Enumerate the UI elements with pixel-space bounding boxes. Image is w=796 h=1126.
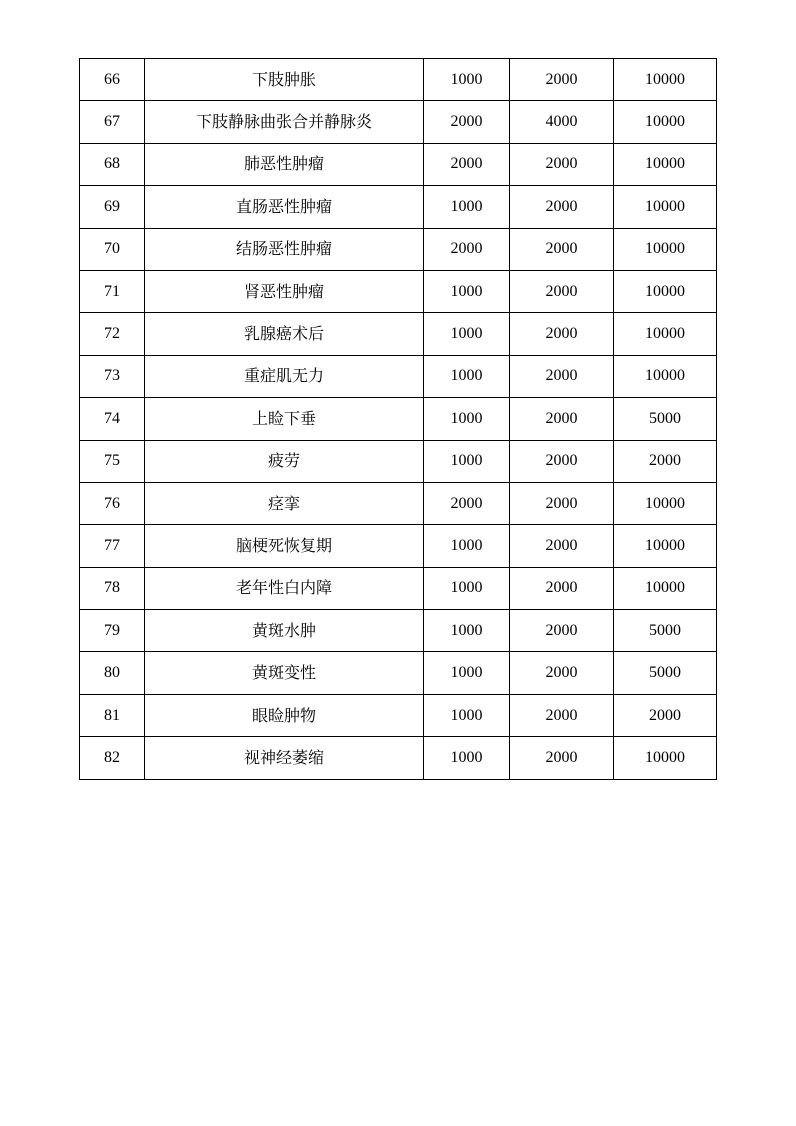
table-body: [80, 59, 717, 780]
amount-col-2: 2000: [510, 694, 614, 736]
amount-col-3: 5000: [614, 610, 717, 652]
amount-col-1: 1000: [424, 355, 510, 397]
row-number: 74: [80, 398, 145, 440]
amount-col-1: 1000: [424, 610, 510, 652]
disease-amount-table: [79, 58, 717, 780]
amount-col-2: 2000: [510, 398, 614, 440]
amount-col-3: 2000: [614, 694, 717, 736]
row-number: 82: [80, 737, 145, 779]
amount-col-2: 2000: [510, 186, 614, 228]
amount-col-2: 2000: [510, 610, 614, 652]
table-row: [80, 440, 717, 482]
amount-col-2: 2000: [510, 652, 614, 694]
amount-col-1: 2000: [424, 101, 510, 143]
amount-col-2: 2000: [510, 313, 614, 355]
table-row: [80, 398, 717, 440]
row-number: 70: [80, 228, 145, 270]
disease-name: 结肠恶性肿瘤: [145, 228, 424, 270]
amount-col-3: 5000: [614, 652, 717, 694]
amount-col-1: 1000: [424, 186, 510, 228]
amount-col-3: 10000: [614, 143, 717, 185]
row-number: 80: [80, 652, 145, 694]
table-row: [80, 737, 717, 779]
row-number: 67: [80, 101, 145, 143]
row-number: 75: [80, 440, 145, 482]
table-row: [80, 355, 717, 397]
table-row: [80, 567, 717, 609]
amount-col-3: 10000: [614, 482, 717, 524]
disease-name: 脑梗死恢复期: [145, 525, 424, 567]
amount-col-3: 10000: [614, 313, 717, 355]
amount-col-3: 5000: [614, 398, 717, 440]
amount-col-1: 1000: [424, 567, 510, 609]
amount-col-2: 2000: [510, 270, 614, 312]
row-number: 72: [80, 313, 145, 355]
table-row: [80, 694, 717, 736]
amount-col-1: 1000: [424, 398, 510, 440]
amount-col-1: 1000: [424, 440, 510, 482]
amount-col-3: 10000: [614, 270, 717, 312]
table-row: [80, 59, 717, 101]
amount-col-1: 1000: [424, 313, 510, 355]
row-number: 81: [80, 694, 145, 736]
disease-name: 眼睑肿物: [145, 694, 424, 736]
disease-name: 重症肌无力: [145, 355, 424, 397]
amount-col-2: 2000: [510, 143, 614, 185]
table-row: [80, 186, 717, 228]
table-row: [80, 610, 717, 652]
amount-col-1: 1000: [424, 59, 510, 101]
amount-col-1: 1000: [424, 694, 510, 736]
amount-col-2: 2000: [510, 440, 614, 482]
amount-col-2: 4000: [510, 101, 614, 143]
disease-name: 肺恶性肿瘤: [145, 143, 424, 185]
disease-name: 老年性白内障: [145, 567, 424, 609]
table-row: [80, 652, 717, 694]
amount-col-3: 10000: [614, 186, 717, 228]
disease-name: 疲劳: [145, 440, 424, 482]
amount-col-1: 1000: [424, 525, 510, 567]
disease-name: 下肢肿胀: [145, 59, 424, 101]
disease-name: 黄斑变性: [145, 652, 424, 694]
table-row: [80, 313, 717, 355]
amount-col-3: 10000: [614, 567, 717, 609]
disease-name: 视神经萎缩: [145, 737, 424, 779]
amount-col-2: 2000: [510, 567, 614, 609]
amount-col-1: 2000: [424, 143, 510, 185]
amount-col-3: 10000: [614, 355, 717, 397]
row-number: 76: [80, 482, 145, 524]
amount-col-1: 2000: [424, 482, 510, 524]
amount-col-3: 2000: [614, 440, 717, 482]
amount-col-3: 10000: [614, 228, 717, 270]
table-row: [80, 525, 717, 567]
amount-col-2: 2000: [510, 355, 614, 397]
disease-name: 黄斑水肿: [145, 610, 424, 652]
amount-col-2: 2000: [510, 737, 614, 779]
row-number: 79: [80, 610, 145, 652]
row-number: 68: [80, 143, 145, 185]
row-number: 73: [80, 355, 145, 397]
disease-name: 上睑下垂: [145, 398, 424, 440]
disease-name: 痉挛: [145, 482, 424, 524]
row-number: 71: [80, 270, 145, 312]
table-row: [80, 482, 717, 524]
table-row: [80, 101, 717, 143]
amount-col-3: 10000: [614, 101, 717, 143]
amount-col-2: 2000: [510, 59, 614, 101]
amount-col-2: 2000: [510, 482, 614, 524]
amount-col-2: 2000: [510, 228, 614, 270]
table-row: [80, 270, 717, 312]
table-row: [80, 228, 717, 270]
row-number: 77: [80, 525, 145, 567]
disease-name: 乳腺癌术后: [145, 313, 424, 355]
amount-col-1: 1000: [424, 270, 510, 312]
amount-col-3: 10000: [614, 525, 717, 567]
amount-col-1: 1000: [424, 652, 510, 694]
amount-col-3: 10000: [614, 59, 717, 101]
amount-col-1: 1000: [424, 737, 510, 779]
row-number: 66: [80, 59, 145, 101]
disease-name: 肾恶性肿瘤: [145, 270, 424, 312]
amount-col-1: 2000: [424, 228, 510, 270]
amount-col-3: 10000: [614, 737, 717, 779]
disease-name: 直肠恶性肿瘤: [145, 186, 424, 228]
disease-name: 下肢静脉曲张合并静脉炎: [145, 101, 424, 143]
row-number: 69: [80, 186, 145, 228]
amount-col-2: 2000: [510, 525, 614, 567]
table-row: [80, 143, 717, 185]
row-number: 78: [80, 567, 145, 609]
